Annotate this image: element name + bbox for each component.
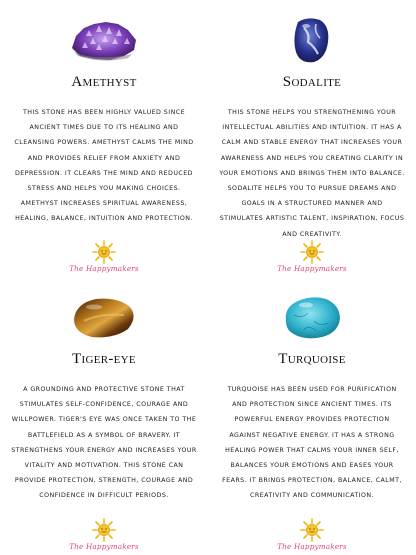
sun-icon <box>92 240 116 264</box>
stone-description: A GROUNDING AND PROTECTIVE STONE THAT STIMULATES SELF-CONFIDENCE, COURAGE AND WILLPOWER. TIGER'S EYE WAS ONCE TAKEN TO THE BATTLEFIELD AS A SYMBOL OF BRAVERY. IT STRENGTHENS YOUR ENERGY AND INCREASES YOUR VITALITY AND MOTIVATION. THIS STONE CAN PROVIDE PROTECTION, STRENGTH, COURAGE AND CONFIDENCE IN DIFFICULT PERIODS. <box>11 386 197 500</box>
stone-card-tiger-eye <box>0 277 208 555</box>
brand-name: The Happymakers <box>69 542 139 551</box>
brand-name: The Happymakers <box>277 542 347 551</box>
tiger-eye-stone-icon <box>66 291 142 343</box>
stone-title: Tiger-eye <box>72 351 136 367</box>
stone-title: Amethyst <box>71 74 137 90</box>
stone-card-sodalite <box>208 0 416 277</box>
stone-description: THIS STONE HELPS YOU STRENGTHENING YOUR INTELLECTUAL ABILITIES AND INTUITION. IT HAS A CALM AND STABLE ENERGY THAT INCREASES YOUR AWARENESS AND HELPS YOU CREATING CLARITY IN YOUR EMOTIONS AND BRINGS THEM INTO BALANCE. SODALITE HELPS YOU TO PURSUE DREAMS AND GOALS IN A STRUCTURED MANNER AND STIMULATES ARTISTIC TALENT, INSPIRATION, FOCUS AND CREATIVITY. <box>219 109 405 238</box>
stone-description: THIS STONE HAS BEEN HIGHLY VALUED SINCE ANCIENT TIMES DUE TO ITS HEALING AND CLEANSING POWERS. AMETHYST CALMS THE MIND AND PROVIDES RELIEF FROM ANXIETY AND DEPRESSION. IT CLEARS THE MIND AND REDUCED STRESS AND HELPS YOU MAKING CHOICES. AMETHYST INCREASES SPIRITUAL AWARENESS, HEALING, BALANCE, INTUITION AND PROTECTION. <box>14 109 194 223</box>
brand-name: The Happymakers <box>277 264 347 273</box>
sun-icon <box>300 240 324 264</box>
stone-title: Sodalite <box>282 74 342 90</box>
sun-icon <box>92 518 116 542</box>
stone-title: Turquoise <box>278 351 346 367</box>
brand-logo <box>0 240 208 273</box>
turquoise-stone-icon <box>274 291 350 343</box>
brand-logo <box>208 518 416 551</box>
amethyst-crystal-icon <box>66 14 142 66</box>
sun-icon <box>300 518 324 542</box>
brand-logo <box>0 518 208 551</box>
stone-card-amethyst <box>0 0 208 277</box>
brand-logo <box>208 240 416 273</box>
stone-card-turquoise <box>208 277 416 555</box>
stone-description: TURQUOISE HAS BEEN USED FOR PURIFICATION AND PROTECTION SINCE ANCIENT TIMES. ITS POWERFUL ENERGY PROVIDES PROTECTION AGAINST NEGATIVE ENERGY. IT HAS A STRONG HEALING POWER THAT CALMS YOUR INNER SELF, BALANCES YOUR EMOTIONS AND EASES YOUR FEARS. IT BRINGS PROTECTION, BALANCE, CALMT, CREATIVITY AND COMMUNICATION. <box>222 386 402 500</box>
sodalite-stone-icon <box>274 14 350 66</box>
brand-name: The Happymakers <box>69 264 139 273</box>
